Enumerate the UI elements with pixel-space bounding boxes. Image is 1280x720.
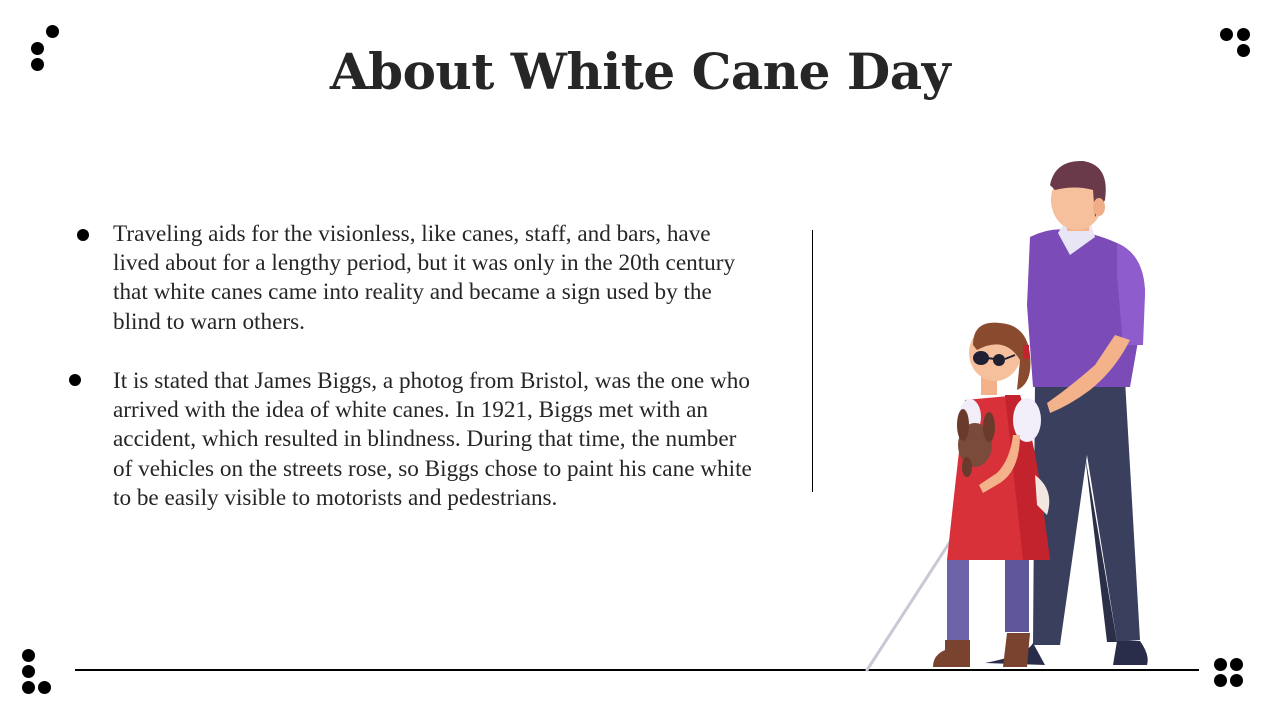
page-title: About White Cane Day [329,42,951,101]
man-guiding-blind-girl-illustration [855,155,1165,675]
bullet-marker [77,229,89,241]
vertical-divider [812,230,813,492]
bullet-item [113,367,753,513]
bullet-text: It is stated that James Biggs, a photog from Bristol, was the one who arrived with the idea of white canes. In 1921, Biggs met with an accident, which resulted in blindness. During that time, the number of vehicles on the streets rose, so Biggs chose to paint his cane white to be easily visible to motorists and pedestrians. [113,368,752,511]
bullet-item [113,220,753,337]
bullet-text: Traveling aids for the visionless, like canes, staff, and bars, have lived about for a lengthy period, but it was only in the 20th century that white canes came into reality and became a sign used by the blind to warn others. [113,221,736,335]
bullet-marker [69,374,81,386]
